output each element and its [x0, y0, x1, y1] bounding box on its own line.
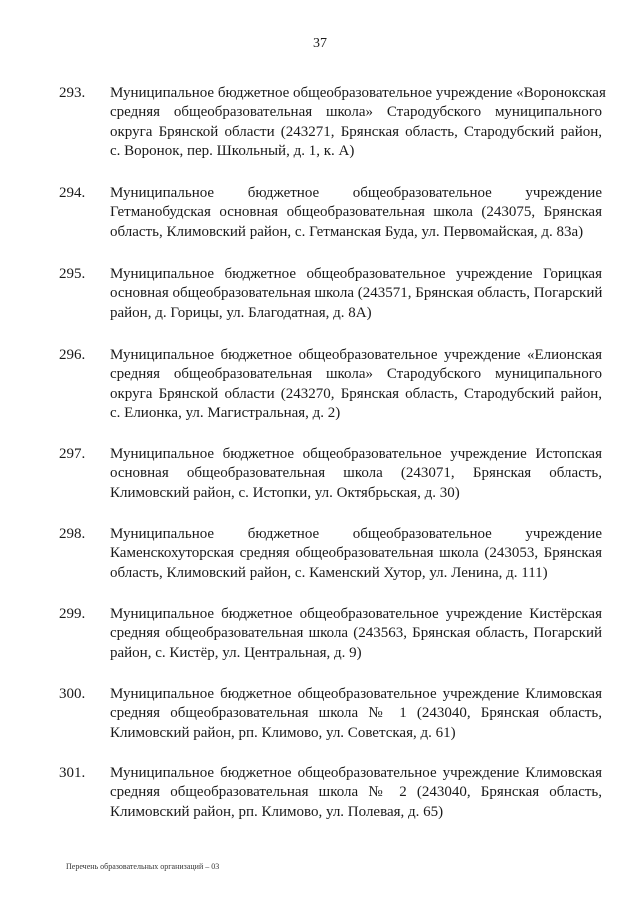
entry-line: с. Воронок, пер. Школьный, д. 1, к. А): [110, 142, 355, 159]
entry-number: 299.: [59, 606, 86, 622]
entry-line: Муниципальное бюджетное общеобразовательное учреждение Климовская: [110, 686, 602, 702]
entry-line: округа Брянской области (243271, Брянская область, Стародубский район,: [110, 123, 602, 140]
entry-line: Муниципальное бюджетное общеобразовательное учреждение Истопская: [110, 446, 602, 462]
entry-text: [110, 265, 602, 323]
entry-line: основная общеобразовательная школа (243571, Брянская область, Погарский: [110, 285, 603, 302]
entry-line: Муниципальное бюджетное общеобразовательное учреждение: [110, 526, 602, 542]
entry-text: [110, 685, 602, 743]
entry-line: Муниципальное бюджетное общеобразовательное учреждение: [110, 185, 602, 201]
entry-line: с. Елионка, ул. Магистральная, д. 2): [110, 404, 341, 421]
entry-line: округа Брянской области (243270, Брянская область, Стародубский район,: [110, 385, 602, 402]
entry-line: Муниципальное бюджетное общеобразовательное учреждение Климовская: [110, 765, 602, 781]
entry-text: [110, 525, 602, 583]
page-footer: Перечень образовательных организаций – 03: [66, 862, 220, 871]
entry-line: область, Климовский район, с. Каменский Хутор, ул. Ленина, д. 111): [110, 564, 548, 581]
entry-line: средняя общеобразовательная школа № 2 (243040, Брянская область,: [110, 784, 602, 801]
entry-number: 300.: [59, 686, 86, 702]
entry-text: [110, 445, 602, 503]
entry-line: средняя общеобразовательная школа» Стародубского муниципального: [110, 104, 602, 121]
entry-text: [110, 346, 602, 423]
entry-line: Муниципальное бюджетное общеобразовательное учреждение «Воронокская: [110, 85, 606, 101]
entry-text: [110, 84, 606, 161]
entry-line: Каменскохуторская средняя общеобразовательная школа (243053, Брянская: [110, 545, 602, 562]
entry-line: средняя общеобразовательная школа (243563, Брянская область, Погарский: [110, 625, 602, 642]
entry-line: Климовский район, с. Истопки, ул. Октябрьская, д. 30): [110, 484, 460, 501]
page-number: 37: [313, 36, 327, 51]
entry-line: область, Климовский район, с. Гетманская Буда, ул. Первомайская, д. 83а): [110, 223, 584, 240]
entry-number: 294.: [59, 185, 86, 201]
entry-number: 295.: [59, 266, 86, 282]
entry-line: район, с. Кистёр, ул. Центральная, д. 9): [110, 644, 362, 661]
entry-line: район, д. Горицы, ул. Благодатная, д. 8А): [110, 304, 372, 321]
entry-line: Климовский район, рп. Климово, ул. Советская, д. 61): [110, 724, 456, 741]
entry-number: 298.: [59, 526, 86, 542]
entry-line: Гетманобудская основная общеобразовательная школа (243075, Брянская: [110, 204, 602, 221]
entry-line: средняя общеобразовательная школа» Стародубского муниципального: [110, 366, 602, 383]
entry-text: [110, 764, 602, 822]
entry-number: 297.: [59, 446, 86, 462]
entry-text: [110, 184, 602, 242]
entry-line: средняя общеобразовательная школа № 1 (243040, Брянская область,: [110, 705, 602, 722]
entry-text: [110, 605, 602, 663]
entry-line: Муниципальное бюджетное общеобразовательное учреждение Горицкая: [110, 266, 602, 282]
entry-line: основная общеобразовательная школа (243071, Брянская область,: [110, 465, 602, 482]
entry-number: 293.: [59, 85, 86, 101]
entry-number: 296.: [59, 347, 86, 363]
entry-line: Муниципальное бюджетное общеобразовательное учреждение Кистёрская: [110, 606, 602, 622]
entry-line: Климовский район, рп. Климово, ул. Полевая, д. 65): [110, 803, 444, 820]
entry-number: 301.: [59, 765, 86, 781]
entry-line: Муниципальное бюджетное общеобразовательное учреждение «Елионская: [110, 347, 602, 363]
